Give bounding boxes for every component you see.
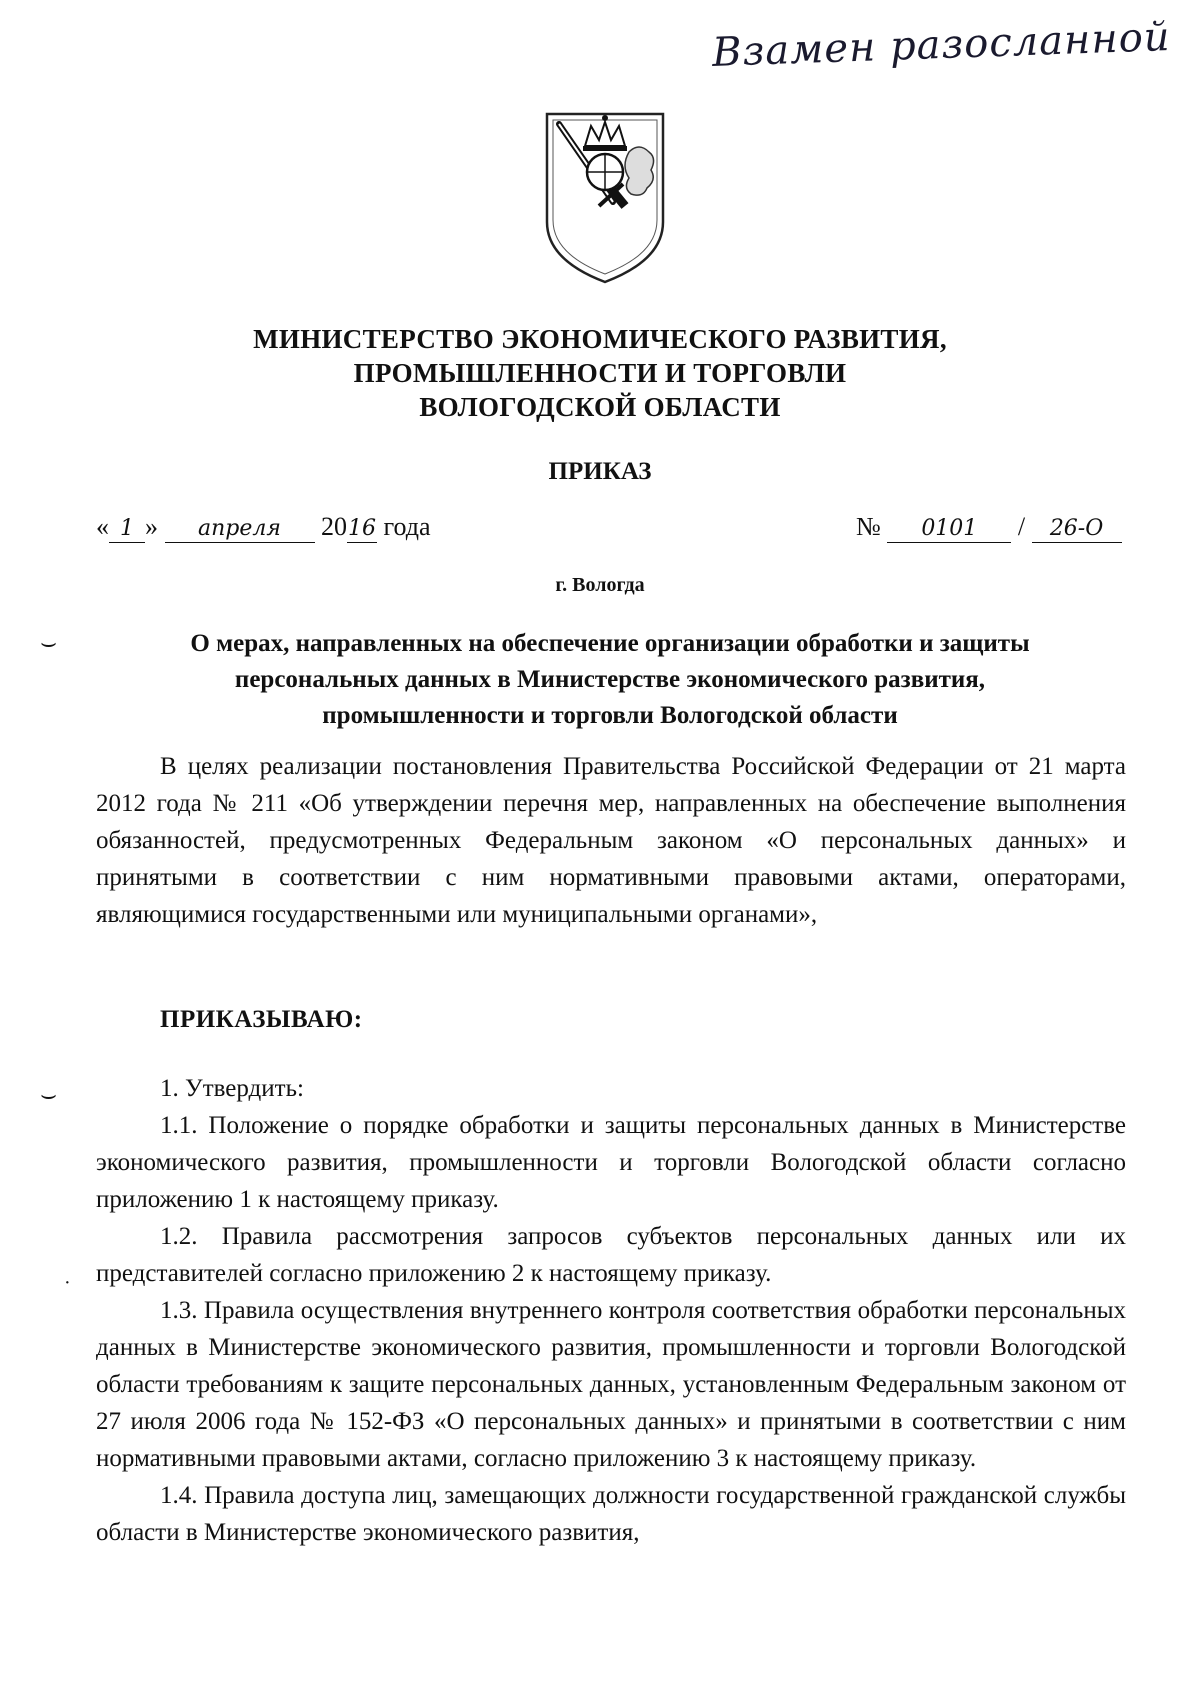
subject-line-1: О мерах, направленных на обеспечение организации обработки и защиты: [190, 630, 1030, 657]
date-open-quote: «: [96, 512, 109, 541]
number-separator: /: [1017, 512, 1026, 541]
date-year-prefix: 20: [321, 512, 347, 541]
order-item: 1.1. Положение о порядке обработки и защиты персональных данных в Министерстве экономического развития, промышленности и торговли Вологодской области согласно приложению 1 к настоящему приказу.: [96, 1112, 1126, 1213]
subject-line-2: персональных данных в Министерстве экономического развития,: [234, 666, 986, 693]
document-type: ПРИКАЗ: [548, 458, 652, 485]
organization-name: [0, 322, 1200, 424]
organization-line-3: ВОЛОГОДСКОЙ ОБЛАСТИ: [419, 392, 781, 422]
organization-line-1: МИНИСТЕРСТВО ЭКОНОМИЧЕСКОГО РАЗВИТИЯ,: [253, 324, 947, 354]
date-day: 1: [109, 516, 145, 543]
order-item: 1.4. Правила доступа лиц, замещающих должности государственной гражданской службы области в Министерстве экономического развития,: [96, 1482, 1126, 1546]
date-year-suffix: 16: [348, 516, 376, 541]
date-suffix: года: [383, 512, 431, 541]
document-number: [856, 512, 1122, 543]
margin-dot: ·: [64, 1272, 71, 1294]
order-item: 1.2. Правила рассмотрения запросов субъектов персональных данных или их представителей согласно приложению 2 к настоящему приказу.: [96, 1223, 1126, 1287]
coat-of-arms-icon: [543, 110, 667, 285]
date-close-quote: »: [145, 512, 158, 541]
order-subject: [100, 626, 1120, 734]
subject-line-3: промышленности и торговли Вологодской области: [322, 702, 898, 729]
organization-line-2: ПРОМЫШЛЕННОСТИ И ТОРГОВЛИ: [353, 358, 847, 388]
margin-mark: ⌣: [40, 1080, 58, 1109]
order-items: [96, 1070, 1126, 1551]
number-value-1: 0101: [887, 516, 1011, 543]
number-value-2: 26-О: [1032, 516, 1122, 543]
document-date: [96, 512, 431, 543]
date-month: апреля: [165, 516, 315, 543]
preamble-paragraph: В целях реализации постановления Правительства Российской Федерации от 21 марта 2012 года № 211 «Об утверждении перечня мер, направленных на обеспечение выполнения обязанностей, предусмотренных Федеральным законом «О персональных данных» и принятыми в соответствии с ним нормативными правовыми актами, операторами, являющимися государственными или муниципальными органами»,: [96, 753, 1126, 928]
margin-mark: ⌣: [40, 628, 58, 657]
city: г. Вологда: [555, 574, 645, 596]
order-word: ПРИКАЗЫВАЮ:: [160, 1006, 363, 1033]
number-label: №: [856, 512, 881, 541]
order-item: 1. Утвердить:: [160, 1075, 304, 1102]
order-item: 1.3. Правила осуществления внутреннего контроля соответствия обработки персональных данных в Министерстве экономического развития, промышленности и торговли Вологодской области требованиям к защите персональных данных, установленным Федеральным законом от 27 июля 2006 года № 152-ФЗ «О персональных данных» и принятыми в соответствии с ним нормативными правовыми актами, согласно приложению 3 к настоящему приказу.: [96, 1297, 1126, 1472]
handwritten-note: Взамен разосланной: [711, 14, 1172, 76]
